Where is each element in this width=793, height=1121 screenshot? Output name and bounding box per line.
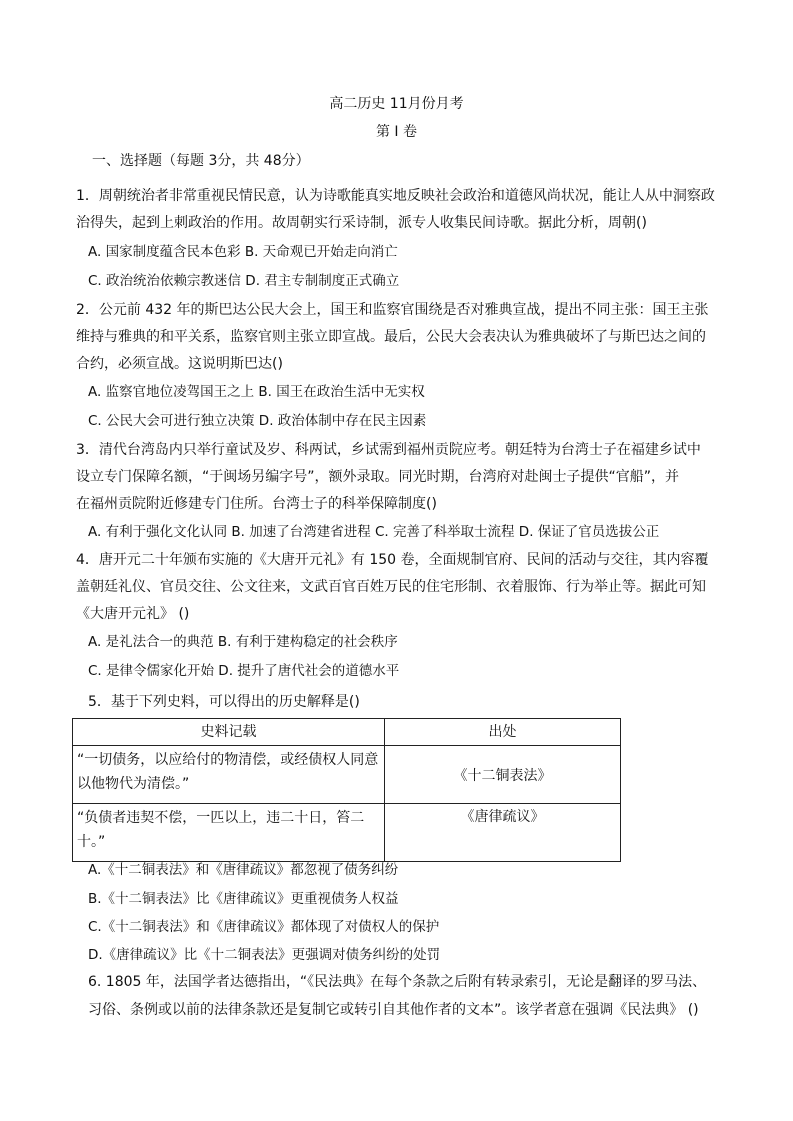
- q5-stem: 5．基于下列史料，可以得出的历史解释是(): [88, 694, 360, 710]
- exam-title: 高二历史 11月份月考: [329, 96, 464, 112]
- q3-line2: 设立专门保障名额，“于闽场另编字号”，额外录取。同光时期，台湾府对赴闽士子提供“官船”，并: [76, 469, 680, 485]
- q4-options-ab: A. 是礼法合一的典范 B. 有利于建构稳定的社会秩序: [88, 634, 398, 650]
- q2-options-ab: A. 监察官地位凌驾国王之上 B. 国王在政治生活中无实权: [88, 384, 425, 400]
- table-cell-record: “负债者违契不偿，一匹以上，违二十日，笞二十。”: [73, 804, 385, 862]
- q5-option-a: A.《十二铜表法》和《唐律疏议》都忽视了债务纠纷: [88, 862, 399, 878]
- q4-line1: 4．唐开元二十年颁布实施的《大唐开元礼》有 150 卷，全面规制官府、民间的活动与交往，其内容覆: [76, 552, 709, 568]
- q2-options-cd: C. 公民大会可进行独立决策 D. 政治体制中存在民主因素: [88, 413, 427, 429]
- q2-line3: 合约，必须宣战。这说明斯巴达(): [76, 356, 283, 372]
- table-header-row: [73, 719, 621, 746]
- q1-options-cd: C. 政治统治依赖宗教迷信 D. 君主专制制度正式确立: [88, 273, 400, 289]
- table-header-cell: 史料记载: [73, 719, 385, 746]
- q2-line2: 维持与雅典的和平关系，监察官则主张立即宣战。最后，公民大会表决认为雅典破坏了与斯巴达之间的: [76, 329, 706, 345]
- source-table: [72, 718, 621, 862]
- q2-line1: 2．公元前 432 年的斯巴达公民大会上，国王和监察官围绕是否对雅典宣战，提出不同主张：国王主张: [76, 302, 709, 318]
- q6-line2: 习俗、条例或以前的法律条款还是复制它或转引自其他作者的文本”。该学者意在强调《民法典》 (): [88, 1002, 699, 1018]
- q3-line1: 3．清代台湾岛内只举行童试及岁、科两试，乡试需到福州贡院应考。朝廷特为台湾士子在福建乡试中: [76, 442, 701, 458]
- q5-option-b: B.《十二铜表法》比《唐律疏议》更重视债务人权益: [88, 891, 399, 907]
- table-cell-source: 《十二铜表法》: [384, 746, 620, 804]
- q3-options: A. 有利于强化文化认同 B. 加速了台湾建省进程 C. 完善了科举取士流程 D. 保证了官员选拔公正: [88, 524, 660, 540]
- q4-options-cd: C. 是律令儒家化开始 D. 提升了唐代社会的道德水平: [88, 663, 400, 679]
- q1-line2: 治得失，起到上刺政治的作用。故周朝实行采诗制，派专人收集民间诗歌。据此分析，周朝(): [76, 215, 647, 231]
- volume-label: 第 I 卷: [375, 124, 418, 140]
- q3-line3: 在福州贡院附近修建专门住所。台湾士子的科举保障制度(): [76, 496, 437, 512]
- q1-line1: 1．周朝统治者非常重视民情民意，认为诗歌能真实地反映社会政治和道德风尚状况，能让人从中洞察政: [76, 188, 715, 204]
- table-header-cell: 出处: [384, 719, 620, 746]
- q4-line2: 盖朝廷礼仪、官员交往、公文往来，文武百官百姓万民的住宅形制、衣着服饰、行为举止等。据此可知: [76, 579, 706, 595]
- q6-line1: 6. 1805 年，法国学者达德指出，“《民法典》在每个条款之后附有转录索引，无论是翻译的罗马法、: [88, 974, 707, 990]
- table-row: [73, 804, 621, 862]
- table-row: [73, 746, 621, 804]
- table-cell-source: 《唐律疏议》: [384, 804, 620, 862]
- q5-option-d: D.《唐律疏议》比《十二铜表法》更强调对债务纠纷的处罚: [88, 947, 441, 963]
- q4-line3: 《大唐开元礼》 (): [76, 606, 190, 622]
- table-cell-record: “一切债务，以应给付的物清偿，或经债权人同意以他物代为清偿。”: [73, 746, 385, 804]
- q5-option-c: C.《十二铜表法》和《唐律疏议》都体现了对债权人的保护: [88, 919, 440, 935]
- q1-options-ab: A. 国家制度蕴含民本色彩 B. 天命观已开始走向消亡: [88, 244, 398, 260]
- section-heading: 一、选择题（每题 3分，共 48分）: [92, 153, 310, 169]
